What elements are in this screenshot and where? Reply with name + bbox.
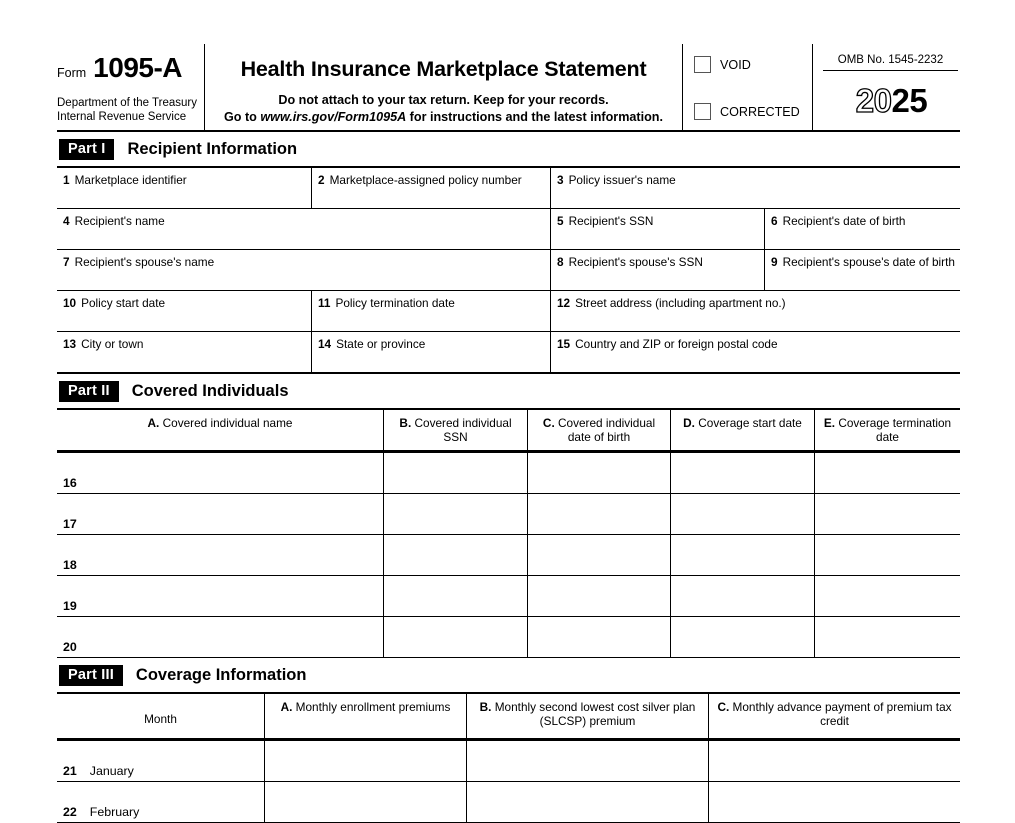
part-3-row-21-month <box>57 741 264 781</box>
field-13-city-or-town[interactable] <box>57 332 311 372</box>
part-2-row-16-end[interactable] <box>814 453 960 493</box>
part-2-row-17-number: 17 <box>63 517 77 531</box>
field-1-label: Marketplace identifier <box>74 173 187 187</box>
void-label: VOID <box>720 57 751 72</box>
part-3-row-22-col-c[interactable] <box>708 782 960 822</box>
form-header <box>57 44 960 132</box>
part-2-col-c-label: Covered individual date of birth <box>558 416 656 444</box>
part-3-row-22-col-a[interactable] <box>264 782 466 822</box>
part-3-title: Coverage Information <box>135 666 307 684</box>
department-line-2: Internal Revenue Service <box>57 110 187 123</box>
goto-prefix: Go to <box>224 109 261 124</box>
status-checkbox-block <box>682 44 812 130</box>
field-12-label: Street address (including apartment no.) <box>575 296 786 310</box>
part-3-row-22-month-label: February <box>89 805 140 819</box>
part-3-badge: Part III <box>59 665 123 686</box>
field-4-label: Recipient's name <box>74 214 165 228</box>
table-row <box>57 534 960 575</box>
part-2-row-19-number: 19 <box>63 599 77 613</box>
part-2-col-d-letter: D. <box>683 416 695 430</box>
part-2-row-18-start[interactable] <box>670 535 814 575</box>
part-2-row-19-name[interactable] <box>57 576 383 616</box>
field-4-recipient-name[interactable] <box>57 209 550 249</box>
field-4-number: 4 <box>63 214 70 228</box>
field-3-policy-issuer-name[interactable] <box>550 168 960 208</box>
corrected-checkbox-row[interactable] <box>694 103 812 120</box>
field-6-label: Recipient's date of birth <box>782 214 906 228</box>
tax-year <box>823 71 960 130</box>
field-13-number: 13 <box>63 337 77 351</box>
part-2-row-17-dob[interactable] <box>527 494 670 534</box>
field-15-label: Country and ZIP or foreign postal code <box>575 337 778 351</box>
table-row <box>57 493 960 534</box>
table-row <box>57 575 960 616</box>
part-2-col-c-letter: C. <box>542 416 555 430</box>
part-3-banner <box>59 665 960 686</box>
part-2-col-c-header <box>527 410 670 450</box>
omb-block <box>812 44 960 130</box>
tax-year-prefix: 20 <box>855 82 892 119</box>
part-2-row-19-end[interactable] <box>814 576 960 616</box>
table-row <box>57 616 960 657</box>
field-3-number: 3 <box>557 173 564 187</box>
part-2-col-d-label: Coverage start date <box>698 416 802 430</box>
form-number: 1095-A <box>93 52 183 83</box>
field-5-recipient-ssn[interactable] <box>550 209 764 249</box>
part-2-row-18-number: 18 <box>63 558 77 572</box>
form-number-line <box>57 44 198 82</box>
table-row <box>57 781 960 822</box>
table-row <box>57 452 960 493</box>
field-14-label: State or province <box>336 337 426 351</box>
part-3-row-21-col-b[interactable] <box>466 741 708 781</box>
part-3-col-c-header <box>708 694 960 738</box>
field-9-spouse-dob[interactable] <box>764 250 960 290</box>
part-1-title: Recipient Information <box>127 140 298 158</box>
field-9-number: 9 <box>771 255 778 269</box>
form-word-label: Form <box>57 66 87 80</box>
field-10-policy-start-date[interactable] <box>57 291 311 331</box>
field-13-label: City or town <box>81 337 144 351</box>
part-2-row-17-ssn[interactable] <box>383 494 527 534</box>
part-1-badge: Part I <box>59 139 114 160</box>
part-2-row-16-start[interactable] <box>670 453 814 493</box>
part-3-row-21-col-a[interactable] <box>264 741 466 781</box>
page-title: Health Insurance Marketplace Statement <box>240 57 647 81</box>
part-2-col-e-letter: E. <box>823 416 836 430</box>
part-2-row-18-name[interactable] <box>57 535 383 575</box>
field-15-number: 15 <box>557 337 571 351</box>
corrected-checkbox[interactable] <box>694 103 711 120</box>
part-2-col-a-letter: A. <box>147 416 160 430</box>
part-2-row-17-start[interactable] <box>670 494 814 534</box>
part-2-col-a-label: Covered individual name <box>162 416 293 430</box>
part-2-col-b-letter: B. <box>399 416 412 430</box>
field-8-spouse-ssn[interactable] <box>550 250 764 290</box>
part-3-table <box>57 692 960 823</box>
department-line-1: Department of the Treasury <box>57 97 197 109</box>
part-2-row-20-start[interactable] <box>670 617 814 657</box>
field-15-country-zip[interactable] <box>550 332 960 372</box>
part-2-col-b-label: Covered individual SSN <box>414 416 512 444</box>
part-2-banner <box>59 381 960 402</box>
part-2-col-d-header <box>670 410 814 450</box>
field-1-number: 1 <box>63 173 70 187</box>
part-3-col-a-header <box>264 694 466 738</box>
field-10-label: Policy start date <box>81 296 166 310</box>
instruction-line-2 <box>213 109 674 126</box>
part-3-col-a-letter: A. <box>280 700 293 714</box>
void-checkbox-row[interactable] <box>694 56 812 73</box>
field-12-number: 12 <box>557 296 571 310</box>
part-3-col-b-letter: B. <box>479 700 492 714</box>
part-3-row-21-number: 21 <box>63 764 77 778</box>
field-1-marketplace-identifier[interactable] <box>57 168 311 208</box>
part-2-badge: Part II <box>59 381 119 402</box>
field-5-number: 5 <box>557 214 564 228</box>
form-instructions <box>213 92 674 130</box>
part-1-row-4 <box>57 291 960 332</box>
part-2-row-16-dob[interactable] <box>527 453 670 493</box>
part-3-col-c-letter: C. <box>717 700 730 714</box>
part-3-row-22-month <box>57 782 264 822</box>
field-11-number: 11 <box>318 296 331 310</box>
part-2-row-19-dob[interactable] <box>527 576 670 616</box>
field-2-label: Marketplace-assigned policy number <box>329 173 522 187</box>
part-2-row-18-ssn[interactable] <box>383 535 527 575</box>
part-3-col-b-label: Monthly second lowest cost silver plan (SLCSP) premium <box>494 700 696 728</box>
part-2-row-18-dob[interactable] <box>527 535 670 575</box>
field-2-policy-number[interactable] <box>311 168 550 208</box>
part-2-table <box>57 408 960 658</box>
part-3-col-b-header <box>466 694 708 738</box>
form-title-block <box>205 44 682 130</box>
tax-year-suffix: 25 <box>891 82 928 119</box>
part-2-header-row <box>57 410 960 452</box>
part-2-row-20-end[interactable] <box>814 617 960 657</box>
part-1-row-2 <box>57 209 960 250</box>
part-2-row-20-dob[interactable] <box>527 617 670 657</box>
part-2-row-20-ssn[interactable] <box>383 617 527 657</box>
part-2-row-20-number: 20 <box>63 640 77 654</box>
field-5-label: Recipient's SSN <box>568 214 654 228</box>
part-2-row-16-ssn[interactable] <box>383 453 527 493</box>
part-3-row-22-number: 22 <box>63 805 77 819</box>
part-3-header-row <box>57 694 960 740</box>
part-2-row-20-name[interactable] <box>57 617 383 657</box>
part-2-col-b-header <box>383 410 527 450</box>
part-1-row-5 <box>57 332 960 374</box>
field-10-number: 10 <box>63 296 77 310</box>
part-2-row-17-end[interactable] <box>814 494 960 534</box>
part-2-col-e-header <box>814 410 960 450</box>
part-2-row-16-number: 16 <box>63 476 77 490</box>
field-6-number: 6 <box>771 214 778 228</box>
part-2-row-17-name[interactable] <box>57 494 383 534</box>
field-7-number: 7 <box>63 255 70 269</box>
part-3-row-21-month-label: January <box>89 764 134 778</box>
field-9-label: Recipient's spouse's date of birth <box>782 255 955 269</box>
field-11-policy-termination-date[interactable] <box>311 291 550 331</box>
part-2-col-a-header <box>57 410 383 450</box>
field-7-label: Recipient's spouse's name <box>74 255 215 269</box>
department-block <box>57 97 198 130</box>
part-1-row-1 <box>57 168 960 209</box>
part-3-row-21-col-c[interactable] <box>708 741 960 781</box>
field-8-label: Recipient's spouse's SSN <box>568 255 703 269</box>
field-11-label: Policy termination date <box>335 296 455 310</box>
part-2-title: Covered Individuals <box>131 382 289 400</box>
part-3-row-22-col-b[interactable] <box>466 782 708 822</box>
part-1-banner <box>59 139 960 160</box>
part-2-row-16-name[interactable] <box>57 453 383 493</box>
part-3-col-c-label: Monthly advance payment of premium tax credit <box>732 700 952 728</box>
corrected-label: CORRECTED <box>720 104 800 119</box>
field-3-label: Policy issuer's name <box>568 173 676 187</box>
part-2-row-18-end[interactable] <box>814 535 960 575</box>
part-3-month-header: Month <box>144 712 177 726</box>
part-2-row-19-start[interactable] <box>670 576 814 616</box>
part-1-grid <box>57 166 960 374</box>
field-12-street-address[interactable] <box>550 291 960 331</box>
field-14-number: 14 <box>318 337 332 351</box>
part-1-row-3 <box>57 250 960 291</box>
void-checkbox[interactable] <box>694 56 711 73</box>
omb-number: OMB No. 1545-2232 <box>823 44 958 71</box>
table-row <box>57 740 960 781</box>
field-2-number: 2 <box>318 173 325 187</box>
instruction-line-1: Do not attach to your tax return. Keep for your records. <box>278 93 609 107</box>
field-7-spouse-name[interactable] <box>57 250 550 290</box>
part-3-col-a-label: Monthly enrollment premiums <box>295 700 451 714</box>
goto-suffix: for instructions and the latest information. <box>406 109 663 124</box>
field-14-state-or-province[interactable] <box>311 332 550 372</box>
field-6-recipient-dob[interactable] <box>764 209 960 249</box>
form-identity-block <box>57 44 205 130</box>
part-2-row-19-ssn[interactable] <box>383 576 527 616</box>
irs-url-link[interactable]: www.irs.gov/Form1095A <box>260 109 407 124</box>
part-2-col-e-label: Coverage termination date <box>838 416 952 444</box>
irs-form-1095a <box>57 44 960 823</box>
field-8-number: 8 <box>557 255 564 269</box>
